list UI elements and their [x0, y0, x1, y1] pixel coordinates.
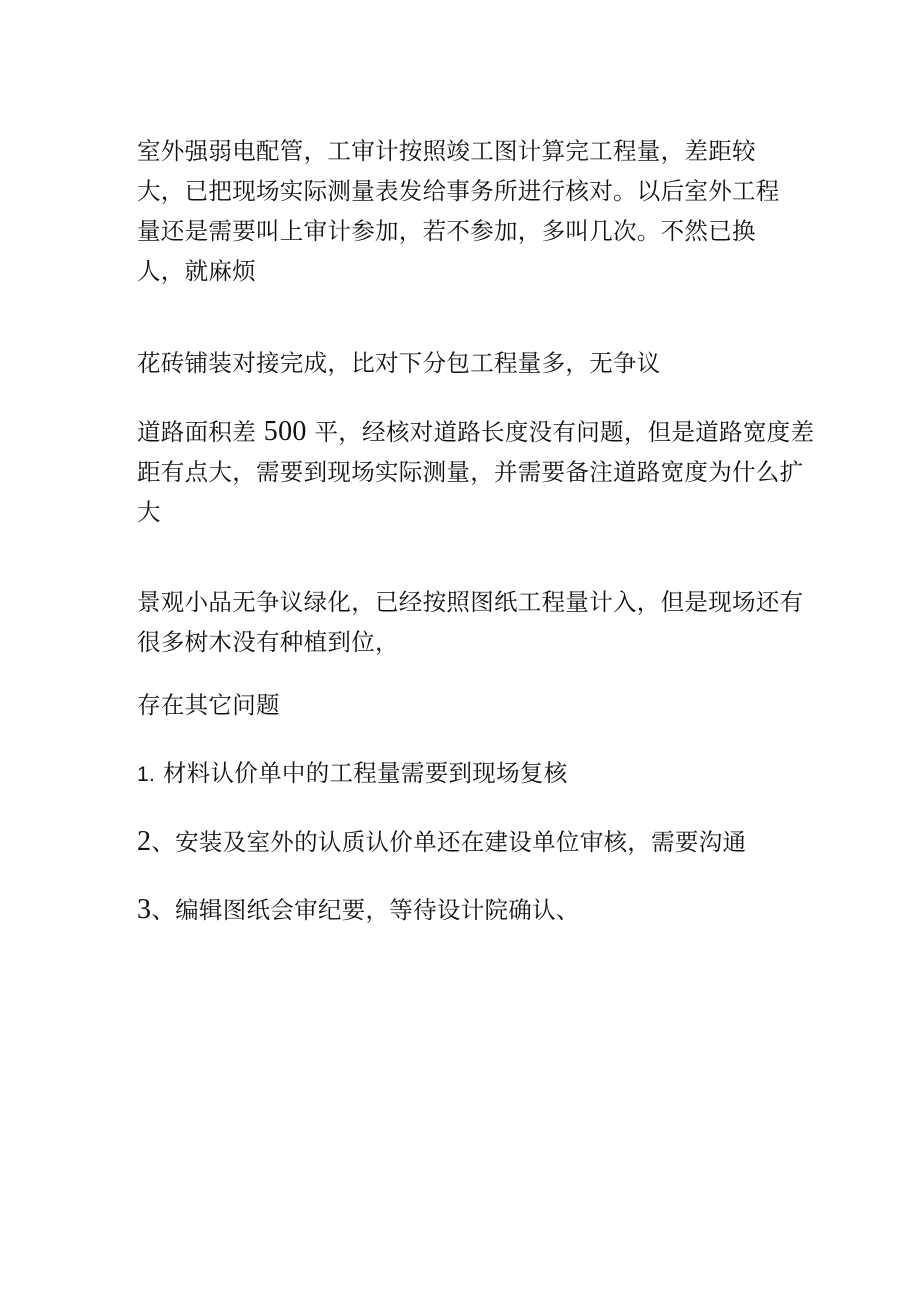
text-line: 大: [137, 498, 161, 526]
paragraph-tile-paving: [137, 344, 797, 383]
text-fragment: 平，经核对道路长度没有问题，但是道路宽度差: [306, 418, 815, 446]
text-line: 景观小品无争议绿化，已经按照图纸工程量计入，但是现场还有: [137, 588, 804, 616]
issue-number: 3: [137, 894, 152, 925]
issue-number: 2: [137, 826, 152, 857]
text-line: 量还是需要叫上审计参加，若不参加，多叫几次。不然已换: [137, 217, 756, 245]
text-line: 室外强弱电配管，工审计按照竣工图计算完工程量，差距较: [137, 137, 756, 165]
text-fragment: 道路面积差: [137, 418, 264, 446]
issue-item-1: [137, 754, 797, 794]
issue-text: 、编辑图纸会审纪要，等待设计院确认、: [151, 896, 580, 924]
text-line: 很多树木没有种植到位，: [137, 628, 399, 656]
text-line: [137, 412, 815, 452]
text-line: 距有点大，需要到现场实际测量，并需要备注道路宽度为什么扩: [137, 458, 804, 486]
text-line: 存在其它问题: [137, 691, 280, 719]
issue-item-3: [137, 890, 797, 930]
issue-item-2: [137, 822, 797, 862]
paragraph-landscape: [137, 582, 804, 662]
paragraph-other-issues-heading: [137, 686, 797, 725]
paragraph-road-area: [137, 412, 815, 532]
text-line: 花砖铺装对接完成，比对下分包工程量多，无争议: [137, 349, 661, 377]
text-line: 人，就麻烦: [137, 257, 256, 285]
road-area-number: 500: [263, 416, 307, 447]
paragraph-outdoor-conduit: [137, 131, 797, 291]
text-line: 大，已把现场实际测量表发给事务所进行核对。以后室外工程: [137, 177, 780, 205]
issue-text: 、安装及室外的认质认价单还在建设单位审核，需要沟通: [151, 828, 747, 856]
issue-text: 材料认价单中的工程量需要到现场复核: [155, 759, 568, 787]
issue-number: 1.: [137, 763, 156, 786]
